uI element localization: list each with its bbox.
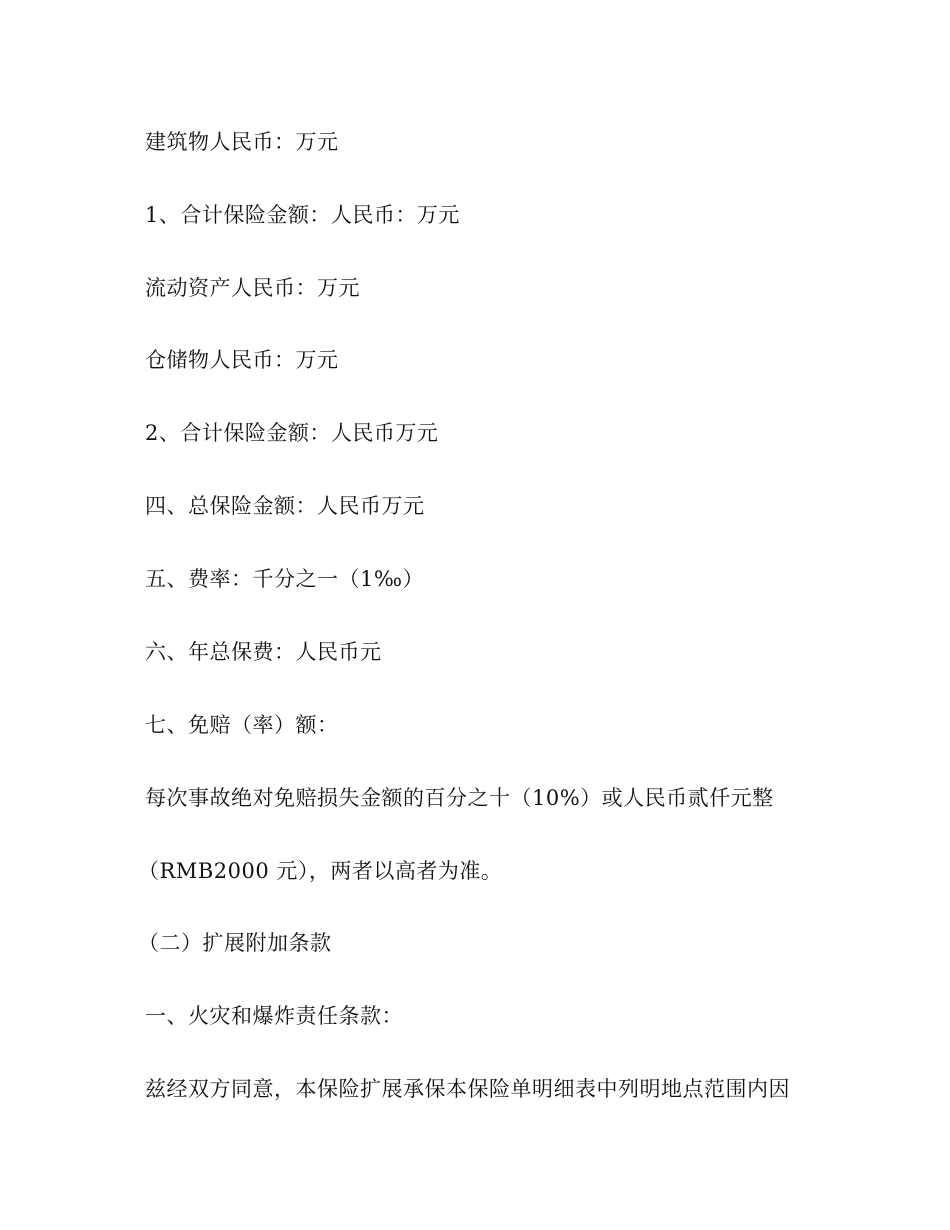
text-line-annual-premium: 六、年总保费：人民币元 [145, 640, 382, 664]
text-line-fire-explosion-clause: 一、火灾和爆炸责任条款： [145, 1004, 403, 1028]
text-line-clause-body: 兹经双方同意，本保险扩展承保本保险单明细表中列明地点范围内因 [145, 1077, 790, 1101]
text-line-overall-insured-amount: 四、总保险金额：人民币万元 [145, 494, 425, 518]
text-line-deductible-detail: 每次事故绝对免赔损失金额的百分之十（10%）或人民币贰仟元整 [145, 786, 774, 810]
text-line-total-insured-1: 1、合计保险金额：人民币：万元 [145, 203, 460, 227]
text-line-current-assets: 流动资产人民币：万元 [145, 276, 360, 300]
text-line-warehouse-goods: 仓储物人民币：万元 [145, 348, 339, 372]
text-line-deductible-heading: 七、免赔（率）额： [145, 713, 339, 737]
text-line-premium-rate: 五、费率：千分之一（1‰） [145, 567, 425, 591]
text-line-total-insured-2: 2、合计保险金额：人民币万元 [145, 421, 439, 445]
text-line-deductible-detail-cont: （RMB2000 元），两者以高者为准。 [138, 859, 503, 883]
section-heading-extended-clauses: （二）扩展附加条款 [138, 931, 332, 955]
text-line-building-amount: 建筑物人民币：万元 [145, 130, 339, 154]
